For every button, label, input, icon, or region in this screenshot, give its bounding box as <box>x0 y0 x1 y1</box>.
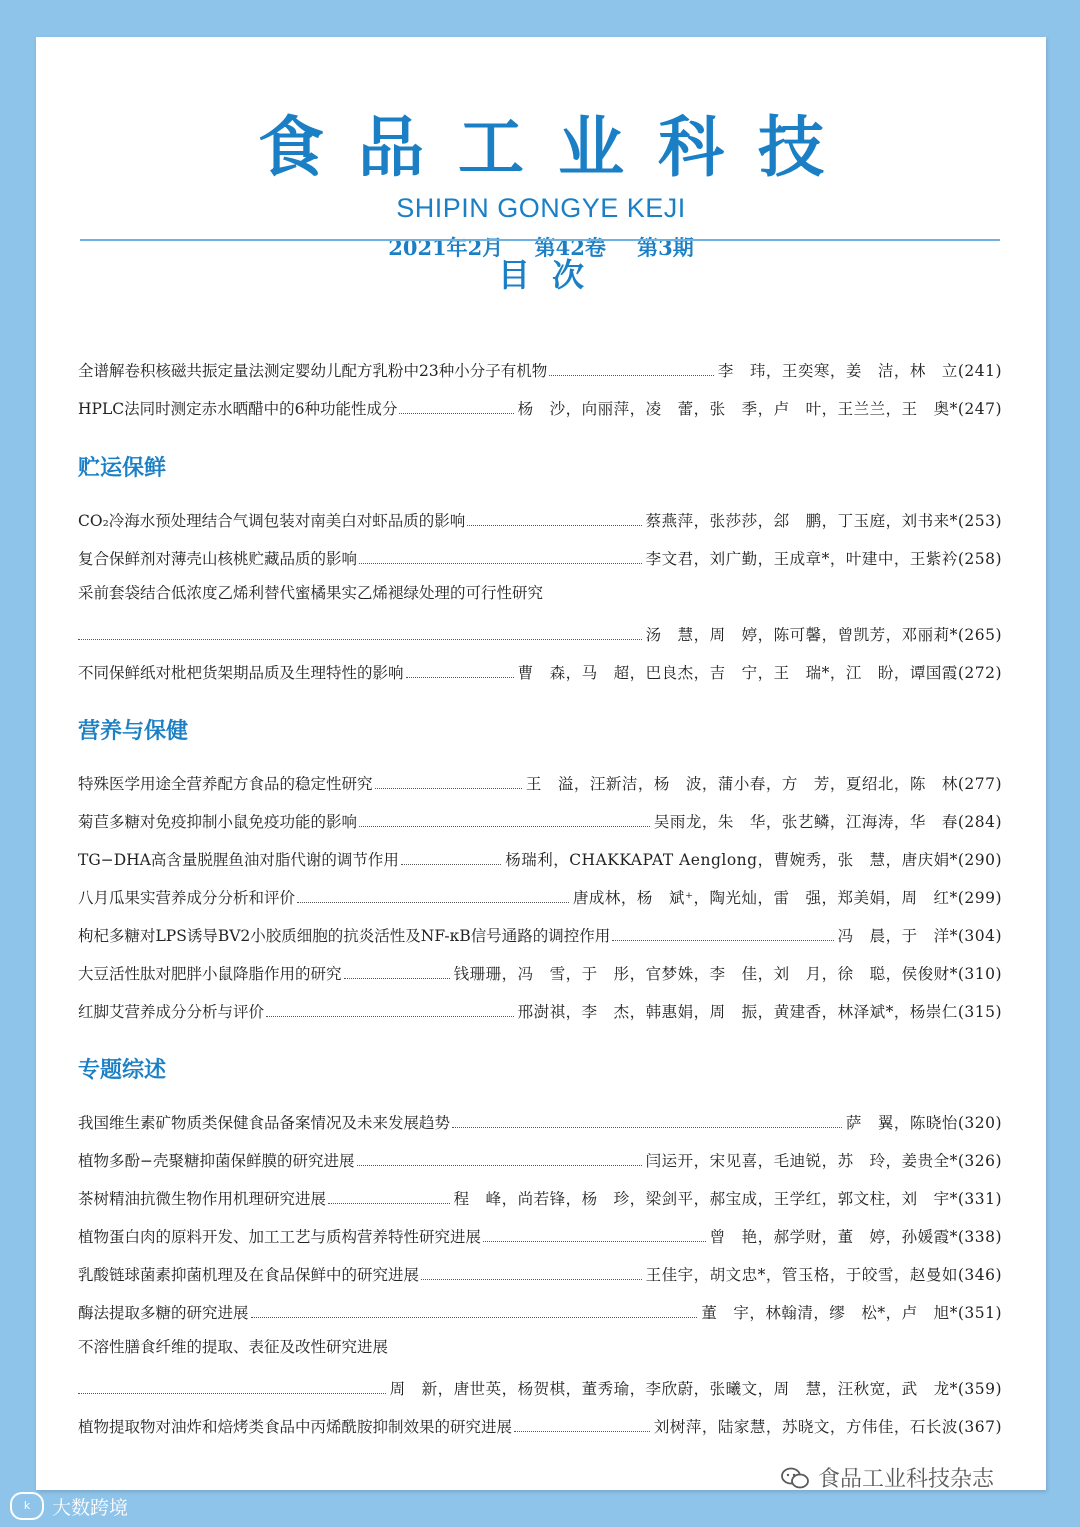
entry-authors: 萨 翼，陈晓怡(320) <box>845 1114 1002 1132</box>
toc-entry[interactable] <box>78 921 1002 947</box>
leader-dots <box>549 375 714 376</box>
journal-title: 食品工业科技 <box>258 108 858 186</box>
toc-entry[interactable] <box>78 959 1002 985</box>
toc-entry[interactable] <box>78 506 1002 532</box>
wechat-icon <box>780 1466 810 1490</box>
toc-entry[interactable] <box>78 769 1002 795</box>
toc-entry[interactable] <box>78 582 1002 608</box>
brand-logo-icon: k <box>10 1492 44 1520</box>
leader-dots <box>375 788 522 789</box>
toc-entry[interactable] <box>78 883 1002 909</box>
toc-entry[interactable] <box>78 394 1002 420</box>
entry-title: 八月瓜果实营养成分分析和评价 <box>78 889 296 907</box>
toc-entry-continuation[interactable] <box>78 620 1002 646</box>
toc-entry[interactable] <box>78 658 1002 684</box>
entry-title: 复合保鲜剂对薄壳山核桃贮藏品质的影响 <box>78 550 358 568</box>
entry-title: TG−DHA高含量脱腥鱼油对脂代谢的调节作用 <box>78 851 399 869</box>
leader-dots <box>266 1016 514 1017</box>
watermark-right <box>780 1462 994 1493</box>
leader-dots <box>401 864 501 865</box>
leader-dots <box>612 940 833 941</box>
watermark-right-text: 食品工业科技杂志 <box>818 1467 995 1492</box>
entry-authors: 王佳宇，胡文忠*，管玉格，于皎雪，赵曼如(346) <box>645 1266 1002 1284</box>
entry-title: 茶树精油抗微生物作用机理研究进展 <box>78 1190 327 1208</box>
entry-authors: 李 玮，王奕寒，姜 洁，林 立(241) <box>717 362 1002 380</box>
entry-title: 采前套袋结合低浓度乙烯利替代蜜橘果实乙烯褪绿处理的可行性研究 <box>78 584 544 602</box>
leader-dots <box>359 563 642 564</box>
entry-title: 植物多酚−壳聚糖抑菌保鲜膜的研究进展 <box>78 1152 355 1170</box>
entry-authors: 董 宇，林翰清，缪 松*，卢 旭*(351) <box>701 1304 1002 1322</box>
entry-title: 不溶性膳食纤维的提取、表征及改性研究进展 <box>78 1338 389 1356</box>
issue-number: 第3期 <box>637 235 694 260</box>
leader-dots <box>357 1165 642 1166</box>
toc-entry[interactable] <box>78 1222 1002 1248</box>
entry-authors: 汤 慧，周 婷，陈可馨，曾凯芳，邓丽莉*(265) <box>645 626 1002 644</box>
issue-volume: 第42卷 <box>534 235 606 260</box>
leader-dots <box>251 1317 698 1318</box>
entry-authors: 李文君，刘广勤，王成章*，叶建中，王紫衿(258) <box>645 550 1002 568</box>
entry-authors: 钱珊珊，冯 雪，于 彤，官梦姝，李 佳，刘 月，徐 聪，侯俊财*(310) <box>453 965 1002 983</box>
entry-title: HPLC法同时测定赤水晒醋中的6种功能性成分 <box>78 400 398 418</box>
entry-authors: 曹 森，马 超，巴良杰，吉 宁，王 瑞*，江 盼，谭国霞(272) <box>517 664 1002 682</box>
watermark-left <box>10 1492 128 1520</box>
toc-entry[interactable] <box>78 1184 1002 1210</box>
toc-entry[interactable] <box>78 1412 1002 1438</box>
entry-title: 全谱解卷积核磁共振定量法测定婴幼儿配方乳粉中23种小分子有机物 <box>78 362 548 380</box>
entry-title: 红脚艾营养成分分析与评价 <box>78 1003 265 1021</box>
entry-title: 大豆活性肽对肥胖小鼠降脂作用的研究 <box>78 965 342 983</box>
entry-authors: 刘树萍，陆家慧，苏晓文，方伟佳，石长波(367) <box>653 1418 1002 1436</box>
entry-title: CO₂冷海水预处理结合气调包装对南美白对虾品质的影响 <box>78 512 466 530</box>
entry-title: 酶法提取多糖的研究进展 <box>78 1304 249 1322</box>
toc-entry[interactable] <box>78 544 1002 570</box>
entry-title: 乳酸链球菌素抑菌机理及在食品保鲜中的研究进展 <box>78 1266 420 1284</box>
toc-title: 目次 <box>497 256 606 294</box>
issue-date: 2021年2月 <box>388 235 504 260</box>
entry-title: 枸杞多糖对LPS诱导BV2小胶质细胞的抗炎活性及NF-κB信号通路的调控作用 <box>78 927 611 945</box>
entry-authors: 蔡燕萍，张莎莎，郐 鹏，丁玉庭，刘书来*(253) <box>645 512 1002 530</box>
entry-title: 特殊医学用途全营养配方食品的稳定性研究 <box>78 775 373 793</box>
entry-title: 植物蛋白肉的原料开发、加工工艺与质构营养特性研究进展 <box>78 1228 482 1246</box>
entry-title: 植物提取物对油炸和焙烤类食品中丙烯酰胺抑制效果的研究进展 <box>78 1418 513 1436</box>
leader-dots <box>514 1431 650 1432</box>
entry-authors: 唐成林，杨 斌⁺，陶光灿，雷 强，郑美娟，周 红*(299) <box>572 889 1002 907</box>
entry-authors: 杨 沙，向丽萍，凌 蕾，张 季，卢 叶，王兰兰，王 奥*(247) <box>517 400 1002 418</box>
leader-dots <box>467 525 641 526</box>
entry-authors: 曾 艳，郝学财，董 婷，孙媛霞*(338) <box>709 1228 1002 1246</box>
leader-dots <box>421 1279 642 1280</box>
leader-dots <box>452 1127 842 1128</box>
entry-authors: 闫运开，宋见喜，毛迪锐，苏 玲，姜贵全*(326) <box>645 1152 1002 1170</box>
entry-authors: 吴雨龙，朱 华，张艺鳞，江海涛，华 春(284) <box>653 813 1002 831</box>
leader-dots <box>297 902 569 903</box>
entry-authors: 周 新，唐世英，杨贺棋，董秀瑜，李欣蔚，张曦文，周 慧，汪秋宽，武 龙*(359) <box>389 1380 1002 1398</box>
leader-dots <box>78 639 642 640</box>
leader-dots <box>483 1241 706 1242</box>
entry-title: 菊苣多糖对免疫抑制小鼠免疫功能的影响 <box>78 813 358 831</box>
toc-entry[interactable] <box>78 1336 1002 1362</box>
entry-title: 我国维生素矿物质类保健食品备案情况及未来发展趋势 <box>78 1114 451 1132</box>
toc-entry-continuation[interactable] <box>78 1374 1002 1400</box>
toc-entry[interactable] <box>78 845 1002 871</box>
leader-dots <box>399 413 513 414</box>
section-heading-nutrition: 营养与保健 <box>78 719 189 744</box>
journal-page <box>36 37 1046 1490</box>
journal-pinyin-title: SHIPIN GONGYE KEJI <box>396 193 686 223</box>
toc-entry[interactable] <box>78 1146 1002 1172</box>
leader-dots <box>359 826 650 827</box>
entry-authors: 程 峰，尚若锋，杨 珍，梁剑平，郝宝成，王学红，郭文柱，刘 宇*(331) <box>453 1190 1002 1208</box>
entry-authors: 冯 晨，于 洋*(304) <box>837 927 1002 945</box>
toc-entry[interactable] <box>78 1298 1002 1324</box>
leader-dots <box>406 677 514 678</box>
section-heading-storage: 贮运保鲜 <box>78 456 167 481</box>
leader-dots <box>344 978 450 979</box>
toc-entry[interactable] <box>78 997 1002 1023</box>
section-heading-review: 专题综述 <box>78 1058 167 1083</box>
leader-dots <box>328 1203 450 1204</box>
watermark-left-text: 大数跨境 <box>52 1496 129 1519</box>
toc-entry[interactable] <box>78 356 1002 382</box>
leader-dots <box>78 1393 386 1394</box>
entry-authors: 邢澍祺，李 杰，韩惠娟，周 振，黄建香，林泽斌*，杨崇仁(315) <box>517 1003 1002 1021</box>
toc-entry[interactable] <box>78 807 1002 833</box>
entry-authors: 王 溢，汪新洁，杨 波，蒲小春，方 芳，夏绍北，陈 林(277) <box>525 775 1002 793</box>
header-divider <box>80 239 1000 241</box>
toc-entry[interactable] <box>78 1108 1002 1134</box>
toc-entry[interactable] <box>78 1260 1002 1286</box>
entry-authors: 杨瑞利，CHAKKAPAT Aenglong，曹婉秀，张 慧，唐庆娟*(290) <box>505 851 1002 869</box>
entry-title: 不同保鲜纸对枇杷货架期品质及生理特性的影响 <box>78 664 404 682</box>
